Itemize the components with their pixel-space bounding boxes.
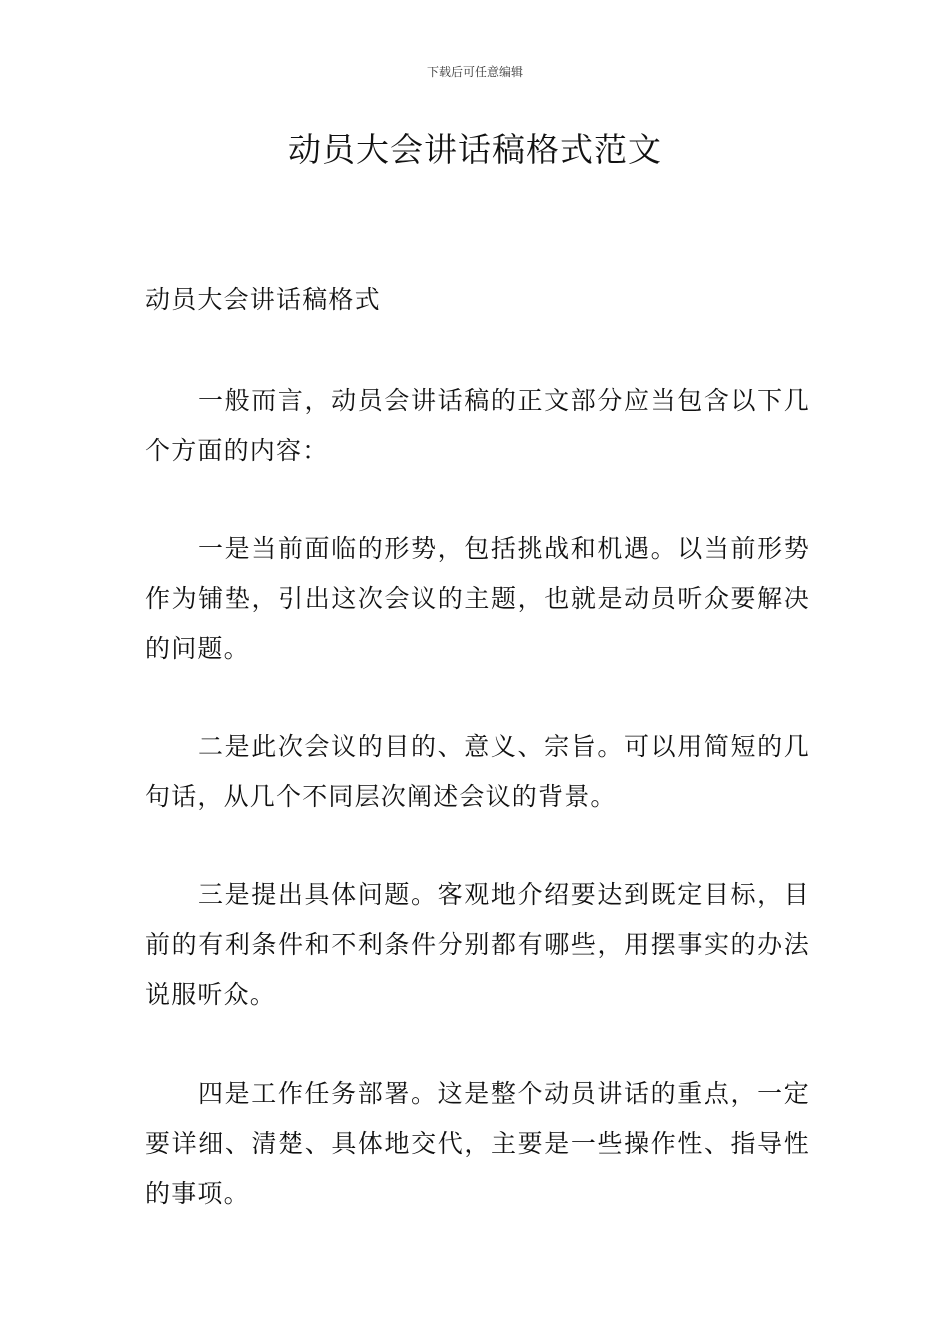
- paragraph-intro: 一般而言，动员会讲话稿的正文部分应当包含以下几个方面的内容：: [145, 386, 810, 465]
- paragraph-point-four: 四是工作任务部署。这是整个动员讲话的重点，一定要详细、清楚、具体地交代，主要是一些操作性、指导性的事项。: [145, 1079, 810, 1208]
- header-note: 下载后可任意编辑: [426, 65, 523, 79]
- paragraph-point-three: 三是提出具体问题。客观地介绍要达到既定目标，目前的有利条件和不利条件分别都有哪些，用摆事实的办法说服听众。: [145, 880, 810, 1009]
- paragraph-point-one: 一是当前面临的形势，包括挑战和机遇。以当前形势作为铺垫，引出这次会议的主题，也就是动员听众要解决的问题。: [145, 534, 810, 663]
- document-subtitle: 动员大会讲话稿格式: [145, 285, 381, 314]
- paragraph-point-two: 二是此次会议的目的、意义、宗旨。可以用简短的几句话，从几个不同层次阐述会议的背景。: [145, 732, 810, 811]
- document-title: 动员大会讲话稿格式范文: [288, 130, 662, 169]
